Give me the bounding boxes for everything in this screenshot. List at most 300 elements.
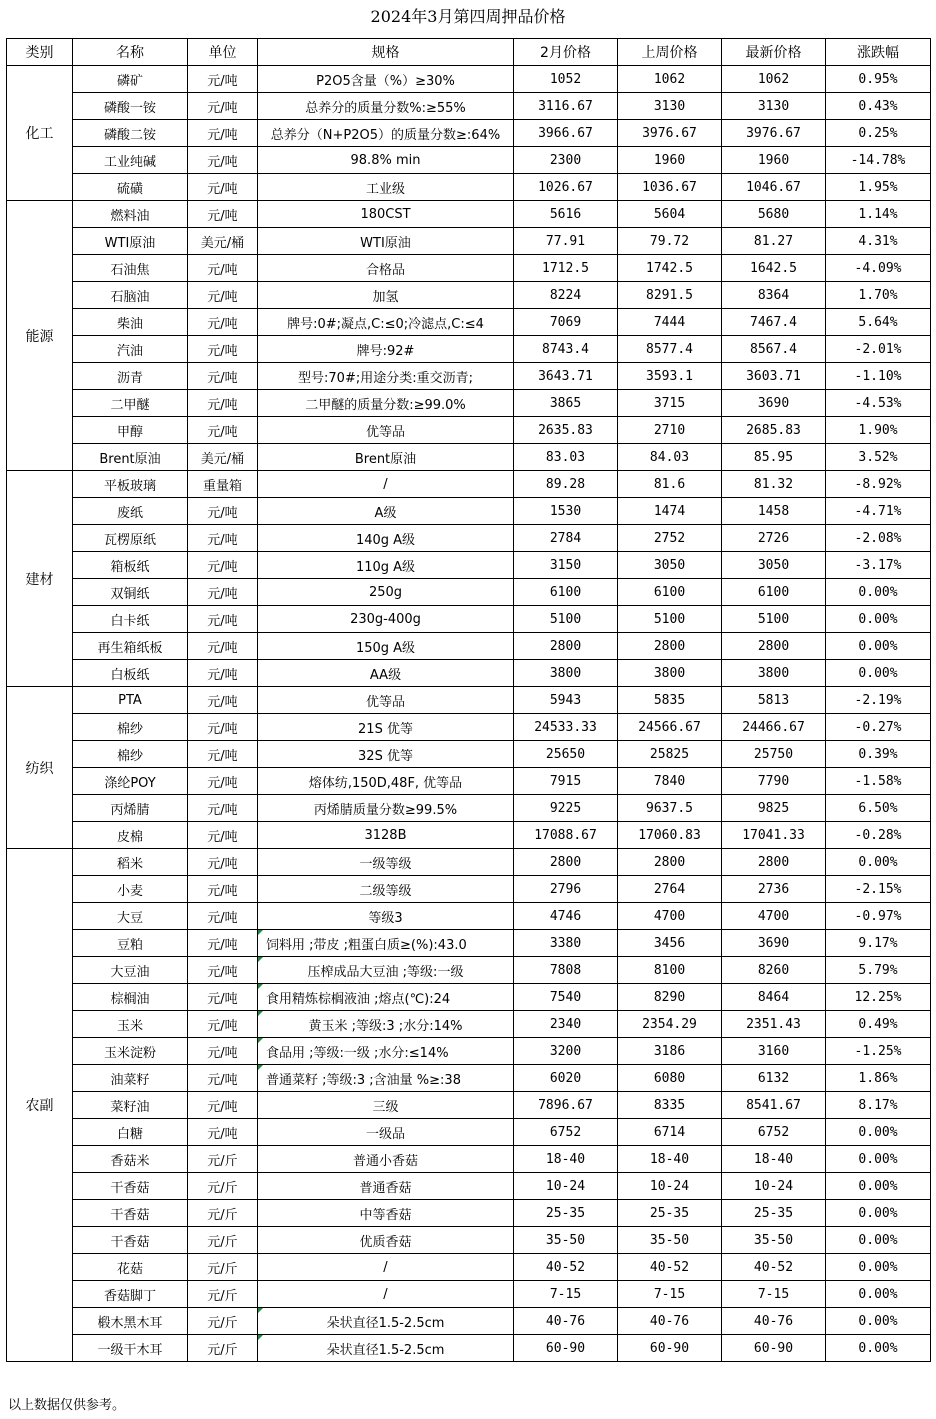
last-week-price: 6714: [618, 1119, 722, 1146]
table-row: [7, 957, 931, 984]
item-unit: 元/吨: [188, 957, 258, 984]
latest-price: 8464: [722, 984, 826, 1011]
latest-price: 81.27: [722, 228, 826, 255]
item-unit: 元/吨: [188, 714, 258, 741]
item-name: 涤纶POY: [73, 768, 188, 795]
header-spec: 规格: [258, 39, 514, 66]
feb-price: 17088.67: [514, 822, 618, 849]
category-cell: 建材: [7, 471, 73, 687]
item-unit: 元/吨: [188, 903, 258, 930]
last-week-price: 2764: [618, 876, 722, 903]
last-week-price: 8100: [618, 957, 722, 984]
feb-price: 2340: [514, 1011, 618, 1038]
item-name: 废纸: [73, 498, 188, 525]
last-week-price: 2752: [618, 525, 722, 552]
item-unit: 元/吨: [188, 687, 258, 714]
last-week-price: 7840: [618, 768, 722, 795]
item-spec: 牌号:0#;凝点,C:≤0;冷滤点,C:≤4: [258, 309, 514, 336]
feb-price: 83.03: [514, 444, 618, 471]
last-week-price: 9637.5: [618, 795, 722, 822]
last-week-price: 4700: [618, 903, 722, 930]
table-row: [7, 1227, 931, 1254]
price-change: 0.25%: [826, 120, 931, 147]
item-name: 石油焦: [73, 255, 188, 282]
last-week-price: 6100: [618, 579, 722, 606]
table-row: [7, 390, 931, 417]
price-change: 0.00%: [826, 660, 931, 687]
item-spec: 朵状直径1.5-2.5cm: [258, 1335, 514, 1362]
last-week-price: 60-90: [618, 1335, 722, 1362]
item-spec: 110g A级: [258, 552, 514, 579]
latest-price: 18-40: [722, 1146, 826, 1173]
price-change: -1.10%: [826, 363, 931, 390]
table-row: [7, 1011, 931, 1038]
price-change: -0.27%: [826, 714, 931, 741]
table-row: [7, 1254, 931, 1281]
price-change: 0.00%: [826, 606, 931, 633]
latest-price: 3050: [722, 552, 826, 579]
feb-price: 2800: [514, 849, 618, 876]
item-unit: 元/吨: [188, 66, 258, 93]
item-unit: 元/吨: [188, 876, 258, 903]
item-name: 花菇: [73, 1254, 188, 1281]
item-name: 柴油: [73, 309, 188, 336]
last-week-price: 35-50: [618, 1227, 722, 1254]
last-week-price: 3800: [618, 660, 722, 687]
latest-price: 35-50: [722, 1227, 826, 1254]
latest-price: 6752: [722, 1119, 826, 1146]
item-name: 菜籽油: [73, 1092, 188, 1119]
item-unit: 元/吨: [188, 255, 258, 282]
item-unit: 元/斤: [188, 1281, 258, 1308]
item-unit: 元/吨: [188, 498, 258, 525]
item-name: 香菇米: [73, 1146, 188, 1173]
feb-price: 6020: [514, 1065, 618, 1092]
item-unit: 元/吨: [188, 309, 258, 336]
feb-price: 8224: [514, 282, 618, 309]
latest-price: 81.32: [722, 471, 826, 498]
table-row: [7, 606, 931, 633]
item-spec: 压榨成品大豆油 ;等级:一级: [258, 957, 514, 984]
item-unit: 元/吨: [188, 1119, 258, 1146]
header-row: [7, 39, 931, 66]
item-unit: 元/斤: [188, 1173, 258, 1200]
item-spec: 加氢: [258, 282, 514, 309]
item-name: 皮棉: [73, 822, 188, 849]
feb-price: 25650: [514, 741, 618, 768]
table-row: [7, 120, 931, 147]
price-change: -1.58%: [826, 768, 931, 795]
feb-price: 7-15: [514, 1281, 618, 1308]
feb-price: 5100: [514, 606, 618, 633]
feb-price: 6100: [514, 579, 618, 606]
price-change: 0.43%: [826, 93, 931, 120]
item-name: 大豆: [73, 903, 188, 930]
price-change: 1.86%: [826, 1065, 931, 1092]
feb-price: 1026.67: [514, 174, 618, 201]
latest-price: 3130: [722, 93, 826, 120]
last-week-price: 3186: [618, 1038, 722, 1065]
item-name: 小麦: [73, 876, 188, 903]
item-unit: 重量箱: [188, 471, 258, 498]
last-week-price: 2800: [618, 849, 722, 876]
table-row: [7, 1308, 931, 1335]
item-spec: 3128B: [258, 822, 514, 849]
item-name: 磷酸二铵: [73, 120, 188, 147]
latest-price: 3690: [722, 930, 826, 957]
item-name: 平板玻璃: [73, 471, 188, 498]
item-spec: 一级品: [258, 1119, 514, 1146]
item-name: 磷酸一铵: [73, 93, 188, 120]
table-row: [7, 795, 931, 822]
latest-price: 6132: [722, 1065, 826, 1092]
feb-price: 2800: [514, 633, 618, 660]
latest-price: 7-15: [722, 1281, 826, 1308]
last-week-price: 1062: [618, 66, 722, 93]
last-week-price: 40-52: [618, 1254, 722, 1281]
last-week-price: 84.03: [618, 444, 722, 471]
item-name: 白板纸: [73, 660, 188, 687]
last-week-price: 3593.1: [618, 363, 722, 390]
item-spec: 21S 优等: [258, 714, 514, 741]
feb-price: 2635.83: [514, 417, 618, 444]
item-spec: P2O5含量（%）≥30%: [258, 66, 514, 93]
price-change: 0.00%: [826, 633, 931, 660]
price-change: 0.49%: [826, 1011, 931, 1038]
table-row: [7, 1065, 931, 1092]
item-unit: 元/吨: [188, 984, 258, 1011]
item-name: 稻米: [73, 849, 188, 876]
item-spec: 优等品: [258, 687, 514, 714]
latest-price: 5680: [722, 201, 826, 228]
table-row: [7, 714, 931, 741]
table-row: [7, 228, 931, 255]
item-spec: 140g A级: [258, 525, 514, 552]
item-name: 磷矿: [73, 66, 188, 93]
header-category: 类别: [7, 39, 73, 66]
table-row: [7, 498, 931, 525]
feb-price: 5616: [514, 201, 618, 228]
price-change: 0.00%: [826, 1146, 931, 1173]
table-row: [7, 1038, 931, 1065]
price-change: -1.25%: [826, 1038, 931, 1065]
latest-price: 1062: [722, 66, 826, 93]
item-name: 丙烯腈: [73, 795, 188, 822]
latest-price: 1458: [722, 498, 826, 525]
item-unit: 元/吨: [188, 1038, 258, 1065]
latest-price: 10-24: [722, 1173, 826, 1200]
header-feb-price: 2月价格: [514, 39, 618, 66]
item-spec: 32S 优等: [258, 741, 514, 768]
table-row: [7, 822, 931, 849]
table-row: [7, 660, 931, 687]
latest-price: 6100: [722, 579, 826, 606]
table-row: [7, 309, 931, 336]
last-week-price: 2354.29: [618, 1011, 722, 1038]
price-change: 3.52%: [826, 444, 931, 471]
last-week-price: 1960: [618, 147, 722, 174]
category-cell: 能源: [7, 201, 73, 471]
latest-price: 2726: [722, 525, 826, 552]
feb-price: 7069: [514, 309, 618, 336]
item-name: 沥青: [73, 363, 188, 390]
feb-price: 3116.67: [514, 93, 618, 120]
latest-price: 9825: [722, 795, 826, 822]
feb-price: 7915: [514, 768, 618, 795]
price-change: 0.00%: [826, 1335, 931, 1362]
header-unit: 单位: [188, 39, 258, 66]
item-unit: 元/吨: [188, 390, 258, 417]
feb-price: 2784: [514, 525, 618, 552]
latest-price: 7467.4: [722, 309, 826, 336]
price-change: -0.28%: [826, 822, 931, 849]
category-cell: 纺织: [7, 687, 73, 849]
item-name: WTI原油: [73, 228, 188, 255]
item-spec: 丙烯腈质量分数≥99.5%: [258, 795, 514, 822]
price-change: -14.78%: [826, 147, 931, 174]
price-change: 12.25%: [826, 984, 931, 1011]
last-week-price: 3715: [618, 390, 722, 417]
item-spec: 总养分的质量分数%:≥55%: [258, 93, 514, 120]
item-name: 豆粕: [73, 930, 188, 957]
item-spec: 普通菜籽 ;等级:3 ;含油量 %≥:38: [258, 1065, 514, 1092]
item-unit: 美元/桶: [188, 444, 258, 471]
table-row: [7, 579, 931, 606]
price-change: -8.92%: [826, 471, 931, 498]
table-row: [7, 741, 931, 768]
price-change: -0.97%: [826, 903, 931, 930]
item-unit: 元/吨: [188, 741, 258, 768]
table-row: [7, 363, 931, 390]
item-unit: 元/吨: [188, 93, 258, 120]
feb-price: 25-35: [514, 1200, 618, 1227]
latest-price: 8364: [722, 282, 826, 309]
item-unit: 元/吨: [188, 417, 258, 444]
last-week-price: 17060.83: [618, 822, 722, 849]
table-row: [7, 1146, 931, 1173]
last-week-price: 25-35: [618, 1200, 722, 1227]
item-unit: 元/吨: [188, 147, 258, 174]
price-change: -4.71%: [826, 498, 931, 525]
item-unit: 元/吨: [188, 660, 258, 687]
latest-price: 3160: [722, 1038, 826, 1065]
feb-price: 1530: [514, 498, 618, 525]
item-name: 香菇脚丁: [73, 1281, 188, 1308]
item-name: 双铜纸: [73, 579, 188, 606]
table-row: [7, 174, 931, 201]
item-spec: 二级等级: [258, 876, 514, 903]
item-unit: 元/吨: [188, 795, 258, 822]
table-row: [7, 768, 931, 795]
latest-price: 1642.5: [722, 255, 826, 282]
feb-price: 3380: [514, 930, 618, 957]
item-spec: 230g-400g: [258, 606, 514, 633]
item-name: 一级干木耳: [73, 1335, 188, 1362]
item-name: 汽油: [73, 336, 188, 363]
table-row: [7, 255, 931, 282]
item-spec: 型号:70#;用途分类:重交沥青;: [258, 363, 514, 390]
latest-price: 60-90: [722, 1335, 826, 1362]
item-name: Brent原油: [73, 444, 188, 471]
feb-price: 9225: [514, 795, 618, 822]
last-week-price: 10-24: [618, 1173, 722, 1200]
table-row: [7, 417, 931, 444]
header-change: 涨跌幅: [826, 39, 931, 66]
item-spec: 三级: [258, 1092, 514, 1119]
item-name: 棕榈油: [73, 984, 188, 1011]
item-name: 工业纯碱: [73, 147, 188, 174]
feb-price: 60-90: [514, 1335, 618, 1362]
item-unit: 元/吨: [188, 120, 258, 147]
latest-price: 2800: [722, 633, 826, 660]
item-spec: 工业级: [258, 174, 514, 201]
item-spec: Brent原油: [258, 444, 514, 471]
table-row: [7, 849, 931, 876]
feb-price: 4746: [514, 903, 618, 930]
item-spec: 普通小香菇: [258, 1146, 514, 1173]
last-week-price: 1474: [618, 498, 722, 525]
price-change: -3.17%: [826, 552, 931, 579]
item-spec: 150g A级: [258, 633, 514, 660]
table-row: [7, 1281, 931, 1308]
item-unit: 元/吨: [188, 1065, 258, 1092]
feb-price: 3200: [514, 1038, 618, 1065]
last-week-price: 1742.5: [618, 255, 722, 282]
price-table: [6, 38, 931, 1362]
header-last-week-price: 上周价格: [618, 39, 722, 66]
table-row: [7, 1173, 931, 1200]
item-spec: 牌号:92#: [258, 336, 514, 363]
table-row: [7, 552, 931, 579]
feb-price: 5943: [514, 687, 618, 714]
item-name: 油菜籽: [73, 1065, 188, 1092]
price-change: -2.08%: [826, 525, 931, 552]
price-change: 0.00%: [826, 1254, 931, 1281]
table-row: [7, 201, 931, 228]
feb-price: 1712.5: [514, 255, 618, 282]
item-unit: 元/吨: [188, 282, 258, 309]
feb-price: 10-24: [514, 1173, 618, 1200]
item-name: 石脑油: [73, 282, 188, 309]
item-spec: 98.8% min: [258, 147, 514, 174]
item-unit: 元/斤: [188, 1227, 258, 1254]
price-change: 0.00%: [826, 1308, 931, 1335]
last-week-price: 7-15: [618, 1281, 722, 1308]
feb-price: 40-76: [514, 1308, 618, 1335]
item-name: 甲醇: [73, 417, 188, 444]
latest-price: 3800: [722, 660, 826, 687]
feb-price: 3150: [514, 552, 618, 579]
item-unit: 元/吨: [188, 174, 258, 201]
latest-price: 3976.67: [722, 120, 826, 147]
item-unit: 元/吨: [188, 822, 258, 849]
price-change: 1.95%: [826, 174, 931, 201]
item-name: 硫磺: [73, 174, 188, 201]
latest-price: 24466.67: [722, 714, 826, 741]
last-week-price: 18-40: [618, 1146, 722, 1173]
item-spec: WTI原油: [258, 228, 514, 255]
table-row: [7, 336, 931, 363]
footer-note: 以上数据仅供参考。: [8, 1398, 126, 1413]
latest-price: 17041.33: [722, 822, 826, 849]
price-change: 5.64%: [826, 309, 931, 336]
price-change: 0.00%: [826, 1227, 931, 1254]
item-spec: 合格品: [258, 255, 514, 282]
item-spec: 等级3: [258, 903, 514, 930]
price-change: 0.00%: [826, 1173, 931, 1200]
last-week-price: 5604: [618, 201, 722, 228]
item-unit: 元/吨: [188, 633, 258, 660]
item-name: 白糖: [73, 1119, 188, 1146]
latest-price: 25750: [722, 741, 826, 768]
feb-price: 24533.33: [514, 714, 618, 741]
item-spec: 中等香菇: [258, 1200, 514, 1227]
latest-price: 4700: [722, 903, 826, 930]
price-change: 8.17%: [826, 1092, 931, 1119]
item-unit: 元/吨: [188, 525, 258, 552]
table-row: [7, 66, 931, 93]
item-spec: 朵状直径1.5-2.5cm: [258, 1308, 514, 1335]
last-week-price: 81.6: [618, 471, 722, 498]
item-spec: 总养分（N+P2O5）的质量分数≥:64%: [258, 120, 514, 147]
last-week-price: 8291.5: [618, 282, 722, 309]
latest-price: 3690: [722, 390, 826, 417]
latest-price: 40-76: [722, 1308, 826, 1335]
latest-price: 1046.67: [722, 174, 826, 201]
item-spec: 180CST: [258, 201, 514, 228]
latest-price: 40-52: [722, 1254, 826, 1281]
table-row: [7, 930, 931, 957]
item-spec: 二甲醚的质量分数:≥99.0%: [258, 390, 514, 417]
latest-price: 85.95: [722, 444, 826, 471]
item-unit: 元/吨: [188, 1092, 258, 1119]
item-name: 再生箱纸板: [73, 633, 188, 660]
item-unit: 元/吨: [188, 552, 258, 579]
table-row: [7, 1119, 931, 1146]
table-row: [7, 1092, 931, 1119]
last-week-price: 8290: [618, 984, 722, 1011]
item-spec: 一级等级: [258, 849, 514, 876]
feb-price: 89.28: [514, 471, 618, 498]
item-unit: 元/吨: [188, 1011, 258, 1038]
price-change: 0.00%: [826, 1281, 931, 1308]
table-row: [7, 147, 931, 174]
item-spec: 250g: [258, 579, 514, 606]
last-week-price: 3456: [618, 930, 722, 957]
price-change: -2.15%: [826, 876, 931, 903]
price-change: 0.39%: [826, 741, 931, 768]
item-name: 干香菇: [73, 1200, 188, 1227]
item-name: 干香菇: [73, 1227, 188, 1254]
category-cell: 化工: [7, 66, 73, 201]
feb-price: 77.91: [514, 228, 618, 255]
item-unit: 元/吨: [188, 336, 258, 363]
last-week-price: 3976.67: [618, 120, 722, 147]
feb-price: 3800: [514, 660, 618, 687]
feb-price: 3643.71: [514, 363, 618, 390]
price-change: -2.19%: [826, 687, 931, 714]
item-spec: 熔体纺,150D,48F, 优等品: [258, 768, 514, 795]
last-week-price: 2710: [618, 417, 722, 444]
item-unit: 元/斤: [188, 1335, 258, 1362]
latest-price: 8260: [722, 957, 826, 984]
item-unit: 元/斤: [188, 1146, 258, 1173]
price-change: -4.09%: [826, 255, 931, 282]
price-change: -2.01%: [826, 336, 931, 363]
item-spec: 黄玉米 ;等级:3 ;水分:14%: [258, 1011, 514, 1038]
item-name: 玉米淀粉: [73, 1038, 188, 1065]
last-week-price: 1036.67: [618, 174, 722, 201]
